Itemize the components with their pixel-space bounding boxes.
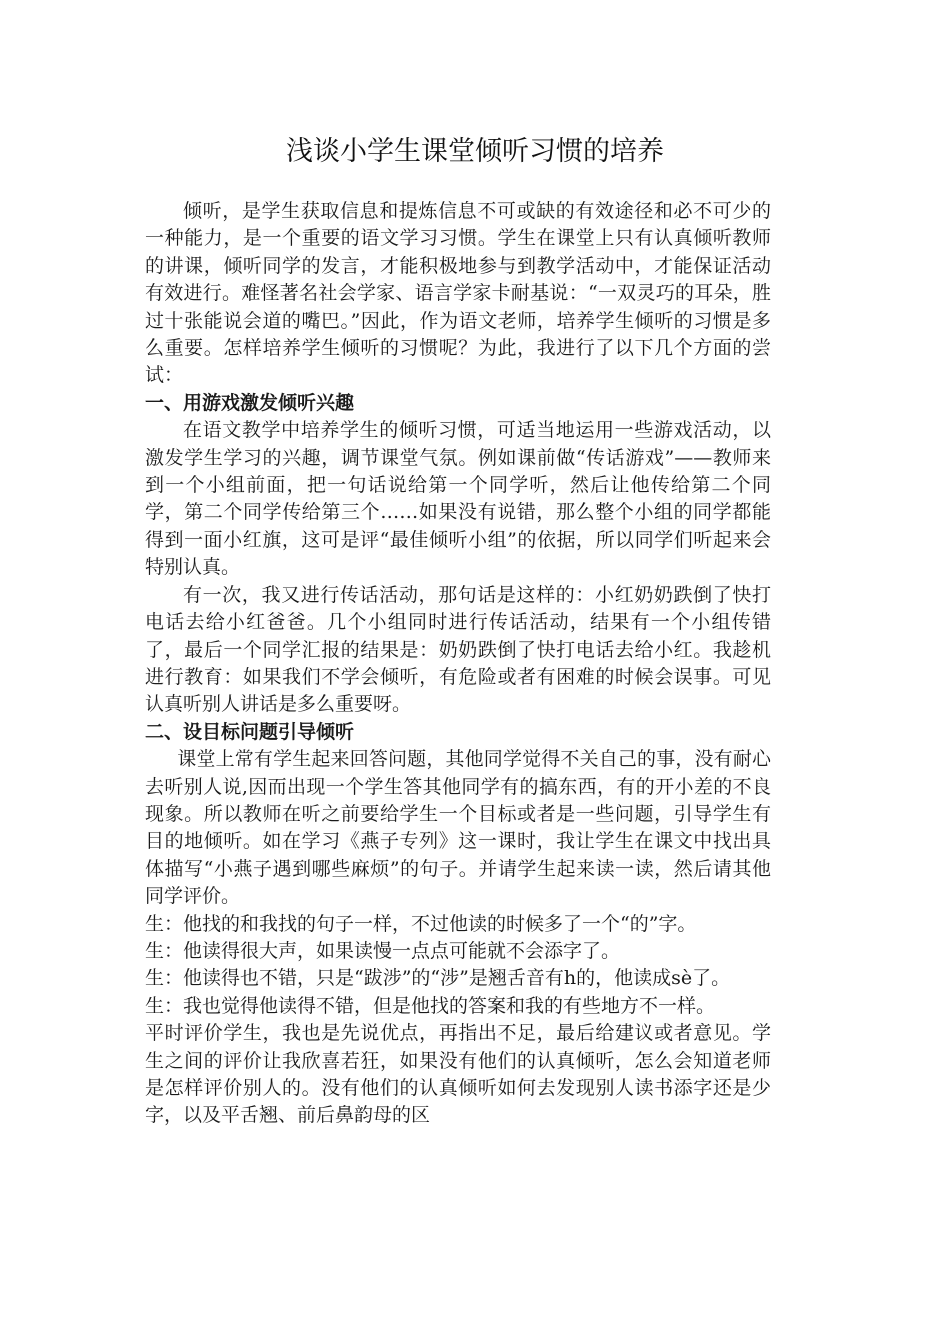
section2-paragraph-1: 课堂上常有学生起来回答问题，其他同学觉得不关自己的事，没有耐心去听别人说,因而出现一个学生答其他同学有的搞东西，有的开小差的不良现象。所以教师在听之前要给学生一个目标或者是一些问题，引导学生有目的地倾听。如在学习《燕子专列》这一课时，我让学生在课文中找出具体描写“小燕子遇到哪些麻烦”的句子。并请学生起来读一读，然后请其他同学评价。 [145,748,771,908]
document-body [145,198,771,1130]
section-heading-1: 一、用游戏激发倾听兴趣 [145,391,355,414]
section1-paragraph-1: 在语文教学中培养学生的倾听习惯，可适当地运用一些游戏活动，以激发学生学习的兴趣，调节课堂气氛。例如课前做“传话游戏”——教师来到一个小组前面，把一句话说给第一个同学听，然后让他传给第二个同学，第二个同学传给第三个……如果没有说错，那么整个小组的同学都能得到一面小红旗，这可是评“最佳倾听小组”的依据，所以同学们听起来会特别认真。 [145,419,771,579]
student-reply: 生：我也觉得他读得不错，但是他找的答案和我的有些地方不一样。 [145,994,716,1017]
student-reply: 生：他找的和我找的句子一样，不过他读的时候多了一个“的”字。 [145,912,697,935]
section2-paragraph-2: 平时评价学生，我也是先说优点，再指出不足，最后给建议或者意见。学生之间的评价让我欣喜若狂，如果没有他们的认真倾听，怎么会知道老师是怎样评价别人的。没有他们的认真倾听如何去发现别人读书添字还是少字，以及平舌翘、前后鼻韵母的区 [145,1022,771,1127]
student-reply: 生：他读得也不错，只是“跋涉”的“涉”是翘舌音有h的，他读成sè了。 [145,967,731,990]
intro-paragraph: 倾听，是学生获取信息和提炼信息不可或缺的有效途径和必不可少的一种能力，是一个重要的语文学习习惯。学生在课堂上只有认真倾听教师的讲课，倾听同学的发言，才能积极地参与到教学活动中，才能保证活动有效进行。难怪著名社会学家、语言学家卡耐基说：“一双灵巧的耳朵，胜过十张能说会道的嘴巴。”因此，作为语文老师，培养学生倾听的习惯是多么重要。怎样培养学生倾听的习惯呢？为此，我进行了以下几个方面的尝试： [145,200,771,387]
student-reply: 生：他读得很大声，如果读慢一点点可能就不会添字了。 [145,939,621,962]
section-heading-2: 二、设目标问题引导倾听 [145,720,355,743]
section1-paragraph-2: 有一次，我又进行传话活动，那句话是这样的：小红奶奶跌倒了快打电话去给小红爸爸。几个小组同时进行传话活动，结果有一个小组传错了，最后一个同学汇报的结果是：奶奶跌倒了快打电话去给小红。我趁机进行教育：如果我们不学会倾听，有危险或者有困难的时候会误事。可见认真听别人讲话是多么重要呀。 [145,583,771,716]
document-title: 浅谈小学生课堂倾听习惯的培养 [286,136,664,167]
